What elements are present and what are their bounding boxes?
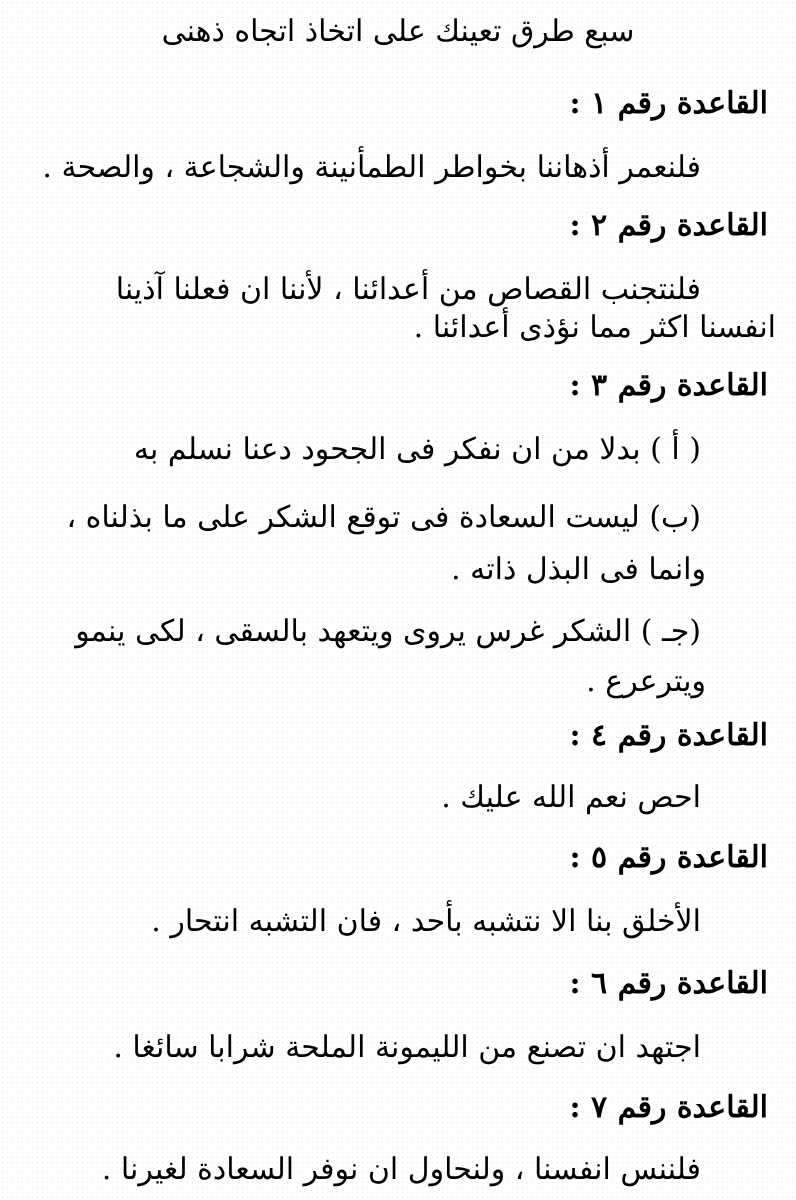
rule-5-heading: القاعدة رقم ٥ :	[569, 840, 768, 875]
rule-3-item-c-line-1: (جـ ) الشكر غرس يروى ويتعهد بالسقى ، لكى ينمو	[75, 614, 701, 649]
rule-3-item-b-line-2: وانما فى البذل ذاته .	[451, 552, 706, 587]
rule-4-heading: القاعدة رقم ٤ :	[569, 718, 768, 753]
rule-5-text: الأخلق بنا الا نتشبه بأحد ، فان التشبه انتحار .	[151, 904, 701, 939]
rule-7-text: فلننس انفسنا ، ولنحاول ان نوفر السعادة لغيرنا .	[101, 1152, 701, 1187]
rule-3-item-c-line-2: ويترعرع .	[586, 664, 706, 699]
rule-3-item-b-line-1: (ب) ليست السعادة فى توقع الشكر على ما بذلناه ،	[66, 500, 701, 535]
rule-3-heading: القاعدة رقم ٣ :	[569, 368, 768, 403]
rule-2-heading: القاعدة رقم ٢ :	[569, 208, 768, 243]
rule-2-text-line-1: فلنتجنب القصاص من أعدائنا ، لأننا ان فعلنا آذينا	[115, 272, 701, 307]
rule-6-text: اجتهد ان تصنع من الليمونة الملحة شرابا سائغا .	[113, 1030, 701, 1065]
rule-3-item-a: ( أ ) بدلا من ان نفكر فى الجحود دعنا نسلم به	[133, 432, 701, 467]
page-title: سبع طرق تعينك على اتخاذ اتجاه ذهنى	[161, 14, 635, 49]
rule-1-heading: القاعدة رقم ١ :	[569, 86, 768, 121]
rule-1-text: فلنعمر أذهاننا بخواطر الطمأنينة والشجاعة ، والصحة .	[42, 150, 701, 185]
rule-7-heading: القاعدة رقم ٧ :	[569, 1090, 768, 1125]
rule-4-text: احص نعم الله عليك .	[441, 780, 701, 815]
rule-6-heading: القاعدة رقم ٦ :	[569, 966, 768, 1001]
rule-2-text-line-2: انفسنا اكثر مما نؤذى أعدائنا .	[413, 310, 776, 345]
